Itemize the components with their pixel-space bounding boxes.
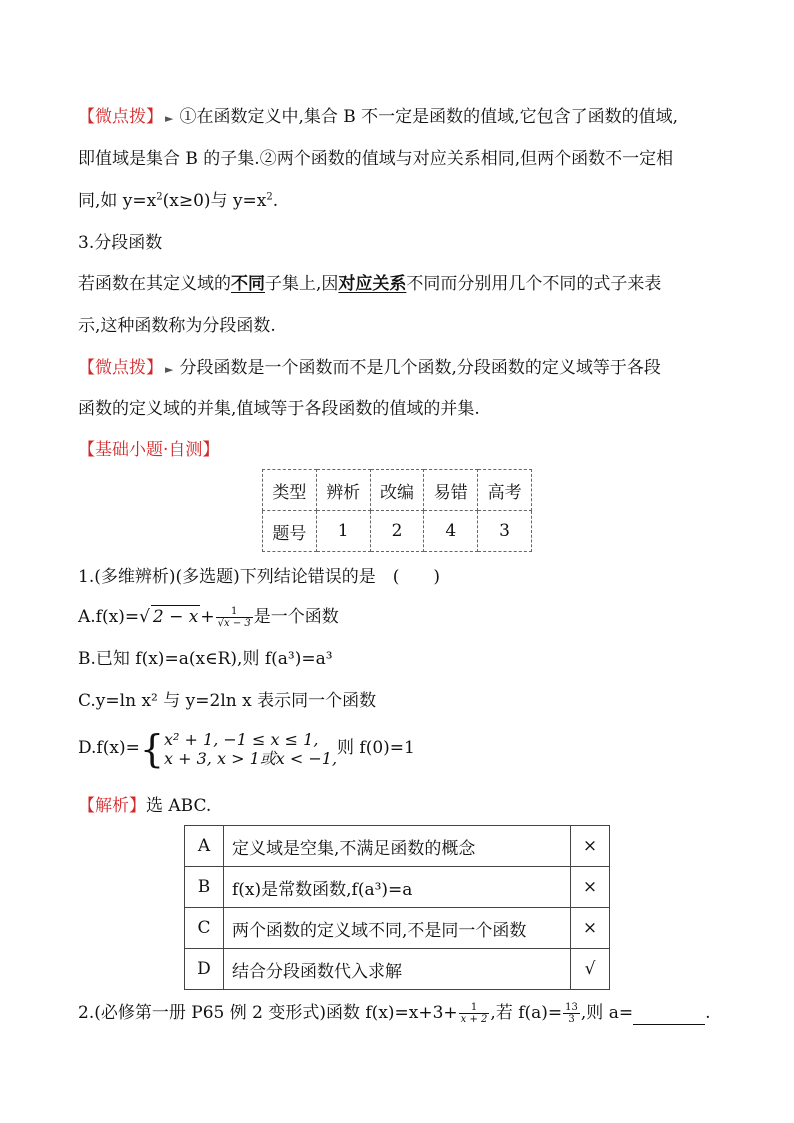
quiz-title: 【基础小题·自测】 bbox=[78, 440, 220, 460]
solution-line: 【解析】选 ABC. bbox=[78, 796, 212, 816]
solution-row: D 结合分段函数代入求解 √ bbox=[185, 949, 610, 990]
solution-row: C 两个函数的定义域不同,不是同一个函数 × bbox=[185, 908, 610, 949]
cross-mark: × bbox=[571, 826, 610, 867]
quiz-value-cell: 1 bbox=[316, 511, 370, 552]
tip-1-line2: 即值域是集合 B 的子集.②两个函数的值域与对应关系相同,但两个函数不一定相 bbox=[78, 149, 674, 169]
q1-stem: 1.(多维辨析)(多选题)下列结论错误的是 ( ) bbox=[78, 567, 441, 587]
tip-1-line1: 【微点拨】 ► ①在函数定义中,集合 B 不一定是函数的值域,它包含了函数的值域, bbox=[78, 107, 678, 127]
quiz-row-label: 题号 bbox=[263, 511, 317, 552]
fraction: $\frac{1}{√x - 3}$ bbox=[217, 606, 251, 629]
quiz-header-cell: 辨析 bbox=[316, 470, 370, 511]
arrow-right-icon: ► bbox=[165, 363, 174, 376]
tip-2-line2: 函数的定义域的并集,值域等于各段函数的值域的并集. bbox=[78, 399, 480, 419]
quiz-header-row bbox=[263, 470, 532, 511]
solution-row: B f(x)是常数函数,f(a³)=a × bbox=[185, 867, 610, 908]
fraction: $\frac{13}{3}$ bbox=[565, 1002, 578, 1025]
solution-row: A 定义域是空集,不满足函数的概念 × bbox=[185, 826, 610, 867]
quiz-value-cell: 3 bbox=[478, 511, 532, 552]
quiz-header-cell: 改编 bbox=[370, 470, 424, 511]
quiz-header-cell: 高考 bbox=[478, 470, 532, 511]
answer-blank[interactable] bbox=[633, 1008, 705, 1025]
solution-tag: 【解析】 bbox=[78, 796, 146, 816]
q1-option-b: B.已知 f(x)=a(x∈R),则 f(a³)=a³ bbox=[78, 649, 333, 669]
quiz-value-cell: 4 bbox=[424, 511, 478, 552]
q1-option-a: A.f(x)=√ 2 − x + $\frac{1}{√x - 3}$ 是一个函数 bbox=[78, 606, 339, 629]
solution-table bbox=[184, 825, 610, 990]
emphasis-duiying: 对应关系 bbox=[338, 274, 407, 294]
q2-stem: 2.(必修第一册 P65 例 2 变形式)函数 f(x)=x+3+ $\frac{1}{x + 2}$ ,若 f(a)= $\frac{13}{3}$ ,则 a= . bbox=[78, 1002, 711, 1025]
tip-1-line3: 同,如 $y=x^2(x\ge 0)$与 $y=x^2$. bbox=[78, 191, 279, 211]
section-3-line2: 示,这种函数称为分段函数. bbox=[78, 316, 276, 336]
arrow-right-icon: ► bbox=[165, 112, 174, 125]
check-mark: √ bbox=[571, 949, 610, 990]
piecewise-cases: x² + 1, −1 ≤ x ≤ 1, x + 3, x > 1或x < −1, bbox=[164, 729, 338, 768]
cross-mark: × bbox=[571, 908, 610, 949]
section-3-line1: 若函数在其定义域的不同子集上,因对应关系不同而分别用几个不同的式子来表 bbox=[78, 274, 662, 294]
q1-option-c: C.y=ln x² 与 y=2ln x 表示同一个函数 bbox=[78, 691, 377, 711]
fraction: $\frac{1}{x + 2}$ bbox=[460, 1002, 488, 1025]
section-3-heading: 3.分段函数 bbox=[78, 233, 163, 253]
brace-icon: { bbox=[139, 726, 165, 771]
quiz-table bbox=[262, 469, 532, 552]
cross-mark: × bbox=[571, 867, 610, 908]
sqrt-icon: √ bbox=[139, 607, 150, 627]
tip-tag: 【微点拨】 bbox=[78, 107, 163, 127]
quiz-header-cell: 类型 bbox=[263, 470, 317, 511]
emphasis-butong: 不同 bbox=[231, 274, 265, 294]
quiz-value-row bbox=[263, 511, 532, 552]
tip-tag: 【微点拨】 bbox=[78, 358, 163, 378]
quiz-value-cell: 2 bbox=[370, 511, 424, 552]
q1-option-d: D.f(x)={ x² + 1, −1 ≤ x ≤ 1, x + 3, x > 1或x < −1, 则 f(0)=1 bbox=[78, 726, 415, 771]
quiz-header-cell: 易错 bbox=[424, 470, 478, 511]
tip-2-line1: 【微点拨】 ► 分段函数是一个函数而不是几个函数,分段函数的定义域等于各段 bbox=[78, 358, 661, 378]
